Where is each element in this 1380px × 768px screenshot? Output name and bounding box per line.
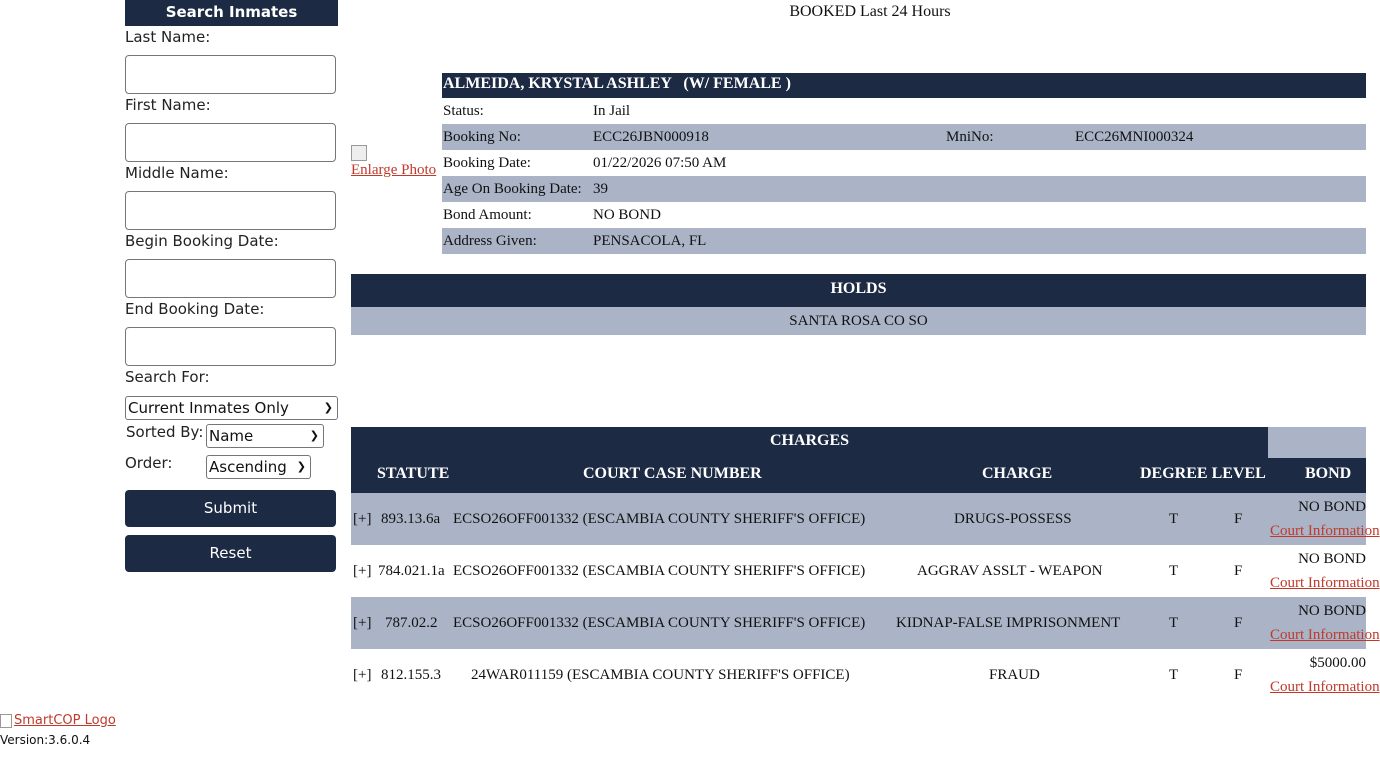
mnino-value: ECC26MNI000324	[1075, 129, 1194, 145]
charge-level: F	[1234, 511, 1243, 527]
charge-row	[351, 493, 1380, 545]
page-title: BOOKED Last 24 Hours	[789, 3, 951, 20]
version-text: Version:3.6.0.4	[0, 733, 91, 747]
middle-name-input[interactable]	[125, 191, 336, 230]
first-name-input[interactable]	[125, 123, 336, 162]
address-value: PENSACOLA, FL	[593, 233, 707, 249]
charge-degree: T	[1169, 563, 1179, 579]
booking-no-row	[442, 124, 1366, 150]
holds-header: HOLDS	[351, 274, 1366, 307]
smartcop-logo-alt: SmartCOP Logo	[14, 713, 116, 728]
sorted-by-label: Sorted By:	[126, 423, 204, 441]
expand-toggle[interactable]: [+]	[353, 667, 372, 683]
charges-column-headers	[351, 458, 1366, 493]
reset-button[interactable]: Reset	[125, 535, 336, 572]
inmate-photo-area	[351, 145, 436, 179]
charge-statute: 812.155.3	[381, 667, 441, 683]
expand-toggle[interactable]: [+]	[353, 615, 372, 631]
end-booking-date-input[interactable]	[125, 327, 336, 366]
charge-statute: 893.13.6a	[381, 511, 441, 527]
charge-degree: T	[1169, 615, 1179, 631]
booking-no-value: ECC26JBN000918	[593, 129, 709, 145]
charge-bond: NO BOND	[1298, 603, 1366, 619]
booking-date-row	[442, 150, 1366, 176]
charge-statute: 784.021.1a	[378, 563, 445, 579]
booking-date-value: 01/22/2026 07:50 AM	[593, 155, 727, 171]
broken-image-icon	[351, 145, 367, 161]
booking-date-label: Booking Date:	[443, 155, 531, 171]
inmate-name-header: ALMEIDA, KRYSTAL ASHLEY (W/ FEMALE )	[442, 73, 1366, 98]
sorted-by-value: Name	[209, 427, 254, 445]
begin-booking-date-label: Begin Booking Date:	[125, 232, 279, 250]
col-court-case: COURT CASE NUMBER	[583, 465, 762, 482]
first-name-label: First Name:	[125, 96, 211, 114]
charge-court-case: ECSO26OFF001332 (ESCAMBIA COUNTY SHERIFF'S OFFICE)	[453, 563, 866, 579]
charge-row	[351, 597, 1380, 649]
smartcop-logo-link[interactable]	[0, 713, 116, 728]
charge-court-case: ECSO26OFF001332 (ESCAMBIA COUNTY SHERIFF'S OFFICE)	[453, 511, 866, 527]
search-for-value: Current Inmates Only	[128, 399, 289, 417]
booking-no-label: Booking No:	[443, 129, 521, 145]
chevron-down-icon: ❯	[323, 401, 333, 414]
charges-header: CHARGES	[351, 427, 1268, 458]
address-label: Address Given:	[443, 233, 537, 249]
bond-amount-label: Bond Amount:	[443, 207, 532, 223]
col-charge: CHARGE	[982, 465, 1053, 482]
chevron-down-icon: ❯	[309, 429, 319, 442]
begin-booking-date-input[interactable]	[125, 259, 336, 298]
charge-description: KIDNAP-FALSE IMPRISONMENT	[896, 615, 1121, 631]
search-for-label: Search For:	[125, 368, 210, 386]
status-row	[442, 98, 1366, 124]
middle-name-label: Middle Name:	[125, 164, 229, 182]
broken-image-icon	[0, 714, 12, 728]
charge-row	[351, 545, 1380, 597]
search-for-select[interactable]	[125, 396, 338, 420]
age-label: Age On Booking Date:	[443, 181, 582, 197]
court-information-link[interactable]: Court Information	[1270, 523, 1380, 539]
charges-header-spacer	[1268, 427, 1366, 458]
order-select[interactable]	[206, 455, 311, 479]
bond-amount-value: NO BOND	[593, 207, 661, 223]
sorted-by-select[interactable]	[206, 424, 324, 448]
charge-degree: T	[1169, 667, 1179, 683]
mnino-label: MniNo:	[946, 129, 994, 145]
chevron-down-icon: ❯	[296, 460, 306, 473]
court-information-link[interactable]: Court Information	[1270, 627, 1380, 643]
order-value: Ascending	[209, 458, 287, 476]
court-information-link[interactable]: Court Information	[1270, 575, 1380, 591]
search-panel-header: Search Inmates	[125, 0, 338, 26]
charge-description: FRAUD	[989, 667, 1040, 683]
charge-description: DRUGS-POSSESS	[954, 511, 1072, 527]
col-bond: BOND	[1305, 465, 1352, 482]
search-panel	[125, 0, 338, 562]
charge-degree: T	[1169, 511, 1179, 527]
col-statute: STATUTE	[377, 465, 450, 482]
last-name-input[interactable]	[125, 55, 336, 94]
charge-level: F	[1234, 615, 1243, 631]
charge-bond: NO BOND	[1298, 499, 1366, 515]
charge-level: F	[1234, 563, 1243, 579]
last-name-label: Last Name:	[125, 28, 211, 46]
enlarge-photo-link[interactable]: Enlarge Photo	[351, 162, 437, 178]
age-row	[442, 176, 1366, 202]
expand-toggle[interactable]: [+]	[353, 563, 372, 579]
charge-row	[351, 649, 1380, 701]
court-information-link[interactable]: Court Information	[1270, 679, 1380, 695]
charge-description: AGGRAV ASSLT - WEAPON	[917, 563, 1103, 579]
expand-toggle[interactable]: [+]	[353, 511, 372, 527]
end-booking-date-label: End Booking Date:	[125, 300, 265, 318]
submit-button[interactable]: Submit	[125, 490, 336, 527]
charge-bond: NO BOND	[1298, 551, 1366, 567]
charge-level: F	[1234, 667, 1243, 683]
age-value: 39	[593, 181, 608, 197]
hold-item: SANTA ROSA CO SO	[351, 307, 1366, 335]
charge-bond: $5000.00	[1309, 655, 1366, 671]
status-value: In Jail	[593, 103, 631, 119]
order-label: Order:	[125, 454, 173, 472]
charge-court-case: 24WAR011159 (ESCAMBIA COUNTY SHERIFF'S OFFICE)	[471, 667, 850, 683]
status-label: Status:	[443, 103, 484, 119]
bond-amount-row	[442, 202, 1366, 228]
charge-statute: 787.02.2	[385, 615, 438, 631]
charge-court-case: ECSO26OFF001332 (ESCAMBIA COUNTY SHERIFF'S OFFICE)	[453, 615, 866, 631]
col-degree-level: DEGREE LEVEL	[1140, 465, 1266, 482]
address-row	[442, 228, 1366, 254]
